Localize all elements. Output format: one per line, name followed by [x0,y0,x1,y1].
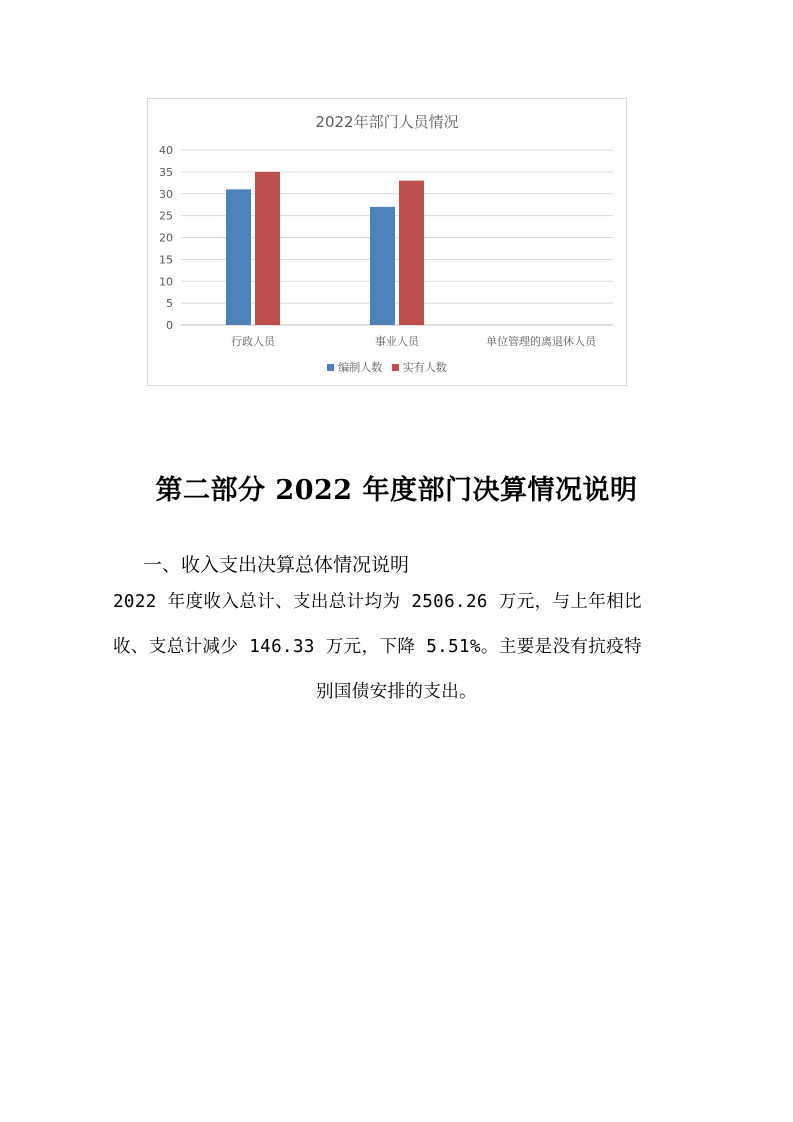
bar [399,181,424,325]
legend-swatch-series-1 [327,364,334,371]
bar [226,189,251,325]
legend-label-series-1: 编制人数 [338,361,383,374]
chart-legend [148,359,626,375]
y-tick-label: 5 [166,297,173,311]
paragraph-line-3: 别国债安排的支出。 [315,682,478,702]
legend-swatch-series-2 [392,364,399,371]
bar [255,172,280,325]
y-tick-label: 10 [159,275,173,289]
y-tick-label: 30 [159,187,173,201]
y-tick-label: 20 [159,231,173,245]
chart-plot-area [148,99,628,387]
y-tick-label: 35 [159,165,173,179]
bar [370,207,395,325]
y-tick-label: 0 [166,319,173,332]
x-category-label: 事业人员 [375,335,419,348]
x-category-label: 行政人员 [231,335,275,348]
y-tick-label: 25 [159,209,173,223]
paragraph-line-1: 2022 年度收入总计、支出总计均为 2506.26 万元，与上年相比 [113,592,643,612]
legend-item-series-1 [327,359,382,375]
x-category-label: 单位管理的离退休人员 [486,335,596,348]
y-tick-label: 40 [159,144,173,157]
subsection-heading: 一、收入支出决算总体情况说明 [143,554,410,576]
personnel-chart [147,98,627,386]
section-title: 第二部分 2022 年度部门决算情况说明 [155,475,638,506]
y-tick-label: 15 [159,253,173,267]
legend-label-series-2: 实有人数 [402,361,447,374]
paragraph-line-2: 收、支总计减少 146.33 万元，下降 5.51%。主要是没有抗疫特 [113,637,643,657]
chart-title: 2022年部门人员情况 [315,113,459,131]
legend-item-series-2 [392,359,447,375]
